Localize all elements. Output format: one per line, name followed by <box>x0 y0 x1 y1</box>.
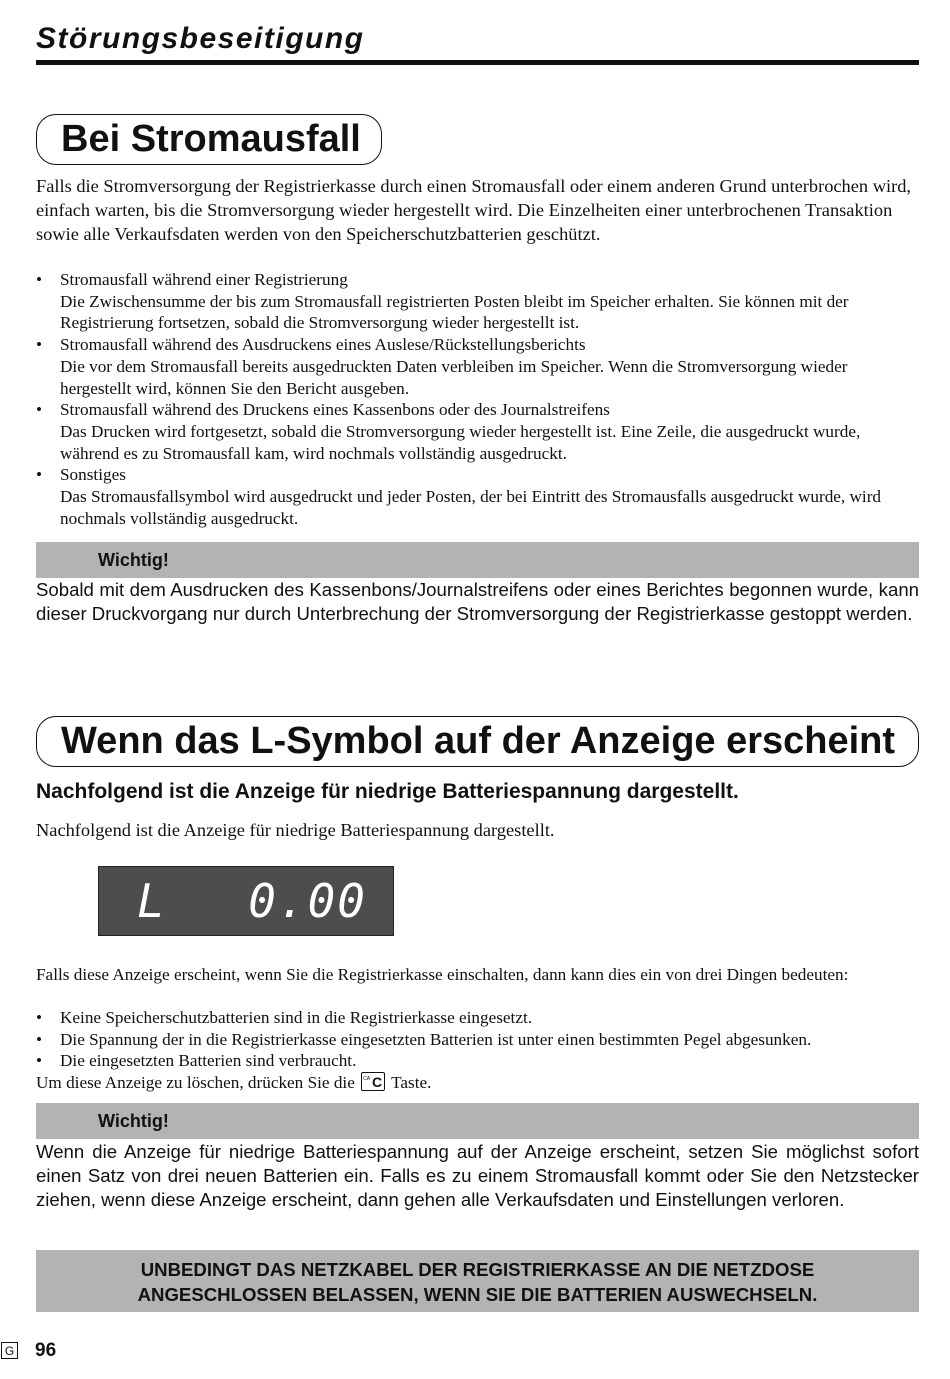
important-text: Wenn die Anzeige für niedrige Batteriespannung auf der Anzeige erscheint, setzen Sie möglichst sofort einen Satz von drei neuen Batterien ein. Falls es zu einem Stromausfall kommt oder Sie den Netzstecker ziehen, wenn diese Anzeige erscheint, dann gehen alle Verkaufsdaten und Einstellungen verloren. <box>36 1141 919 1210</box>
section-title-power-failure: Bei Stromausfall <box>36 114 382 165</box>
section-title-l-symbol: Wenn das L-Symbol auf der Anzeige erscheint <box>36 716 919 767</box>
warning-bar <box>36 1250 919 1312</box>
list-item-text: Die Zwischensumme der bis zum Stromausfall registrierten Posten bleibt im Speicher erhalten. Sie können mit der Registrierung fortsetzen, sobald die Stromversorgung wieder hergestellt ist. <box>60 291 849 333</box>
page-number: 96 <box>35 1340 57 1361</box>
chapter-rule <box>36 60 919 65</box>
cause-list <box>36 1007 919 1072</box>
lcd-l-symbol: L <box>137 874 165 928</box>
list-item <box>36 334 919 399</box>
list-item <box>36 399 919 464</box>
list-item-text: Die vor dem Stromausfall bereits ausgedruckten Daten verbleiben im Speicher. Wenn die Stromversorgung wieder hergestellt wird, können Sie den Bericht ausgeben. <box>60 356 848 398</box>
chapter-title: Störungsbeseitigung <box>36 22 365 55</box>
language-badge: G <box>1 1342 18 1359</box>
list-item: • Die Spannung der in die Registrierkasse eingesetzten Batterien ist unter einen bestimmten Pegel abgesunken. <box>36 1029 919 1051</box>
important-label: Wichtig! <box>98 1111 169 1131</box>
important-bar <box>36 542 919 578</box>
power-failure-intro: Falls die Stromversorgung der Registrierkasse durch einen Stromausfall oder einem anderen Grund unterbrochen wird, einfach warten, bis die Stromversorgung wieder hergestellt wird. Die Einzelheiten einer unterbrochenen Transaktion sowie alle Verkaufsdaten werden von den Speicherschutzbatterien geschützt. <box>36 176 912 244</box>
clear-key-icon <box>361 1072 385 1091</box>
list-item-text: Das Drucken wird fortgesetzt, sobald die Stromversorgung wieder hergestellt ist. Eine Zeile, die ausgedruckt wurde, während es zu Stromausfall kam, wird nochmals vollständig ausgedruckt. <box>60 421 861 463</box>
clear-key-label: C <box>372 1074 383 1090</box>
list-item-heading: • Stromausfall während des Ausdruckens eines Auslese/Rückstellungsberichts <box>60 335 586 355</box>
clear-prefix: Um diese Anzeige zu löschen, drücken Sie die <box>36 1073 355 1092</box>
important-bar <box>36 1103 919 1139</box>
list-item-heading: • Sonstiges <box>60 465 126 485</box>
lcd-value: 0.00 <box>248 874 367 928</box>
display-explanation: Falls diese Anzeige erscheint, wenn Sie die Registrierkasse einschalten, dann kann dies ein von drei Dingen bedeuten: <box>36 965 849 984</box>
clear-key-small-label: CA <box>363 1076 371 1083</box>
important-text: Sobald mit dem Ausdrucken des Kassenbons/Journalstreifens oder eines Berichtes begonnen wurde, kann dieser Druckvorgang nur durch Unterbrechung der Stromversorgung der Registrierkasse gestoppt werden. <box>36 579 919 624</box>
clear-instruction <box>36 1072 919 1094</box>
important-label: Wichtig! <box>98 550 169 570</box>
list-item-heading: • Stromausfall während des Druckens eines Kassenbons oder des Journalstreifens <box>60 400 610 420</box>
list-item <box>36 464 919 529</box>
display-intro: Nachfolgend ist die Anzeige für niedrige Batteriespannung dargestellt. <box>36 820 555 840</box>
section-subheading: Nachfolgend ist die Anzeige für niedrige Batteriespannung dargestellt. <box>36 780 739 803</box>
list-item-heading: • Stromausfall während einer Registrierung <box>60 270 348 289</box>
clear-suffix: Taste. <box>391 1073 432 1092</box>
warning-line-1: UNBEDINGT DAS NETZKABEL DER REGISTRIERKASSE AN DIE NETZDOSE <box>140 1259 815 1280</box>
list-item: • Die eingesetzten Batterien sind verbraucht. <box>36 1050 919 1072</box>
list-item: • Keine Speicherschutzbatterien sind in die Registrierkasse eingesetzt. <box>36 1007 919 1029</box>
lcd-display <box>98 866 394 936</box>
power-failure-list <box>36 269 919 529</box>
list-item <box>36 269 919 334</box>
list-item-text: Das Stromausfallsymbol wird ausgedruckt und jeder Posten, der bei Eintritt des Stromausfalls ausgedruckt wurde, wird nochmals vollständig ausgedruckt. <box>60 487 882 528</box>
warning-line-2: ANGESCHLOSSEN BELASSEN, WENN SIE DIE BATTERIEN AUSWECHSELN. <box>137 1284 818 1305</box>
